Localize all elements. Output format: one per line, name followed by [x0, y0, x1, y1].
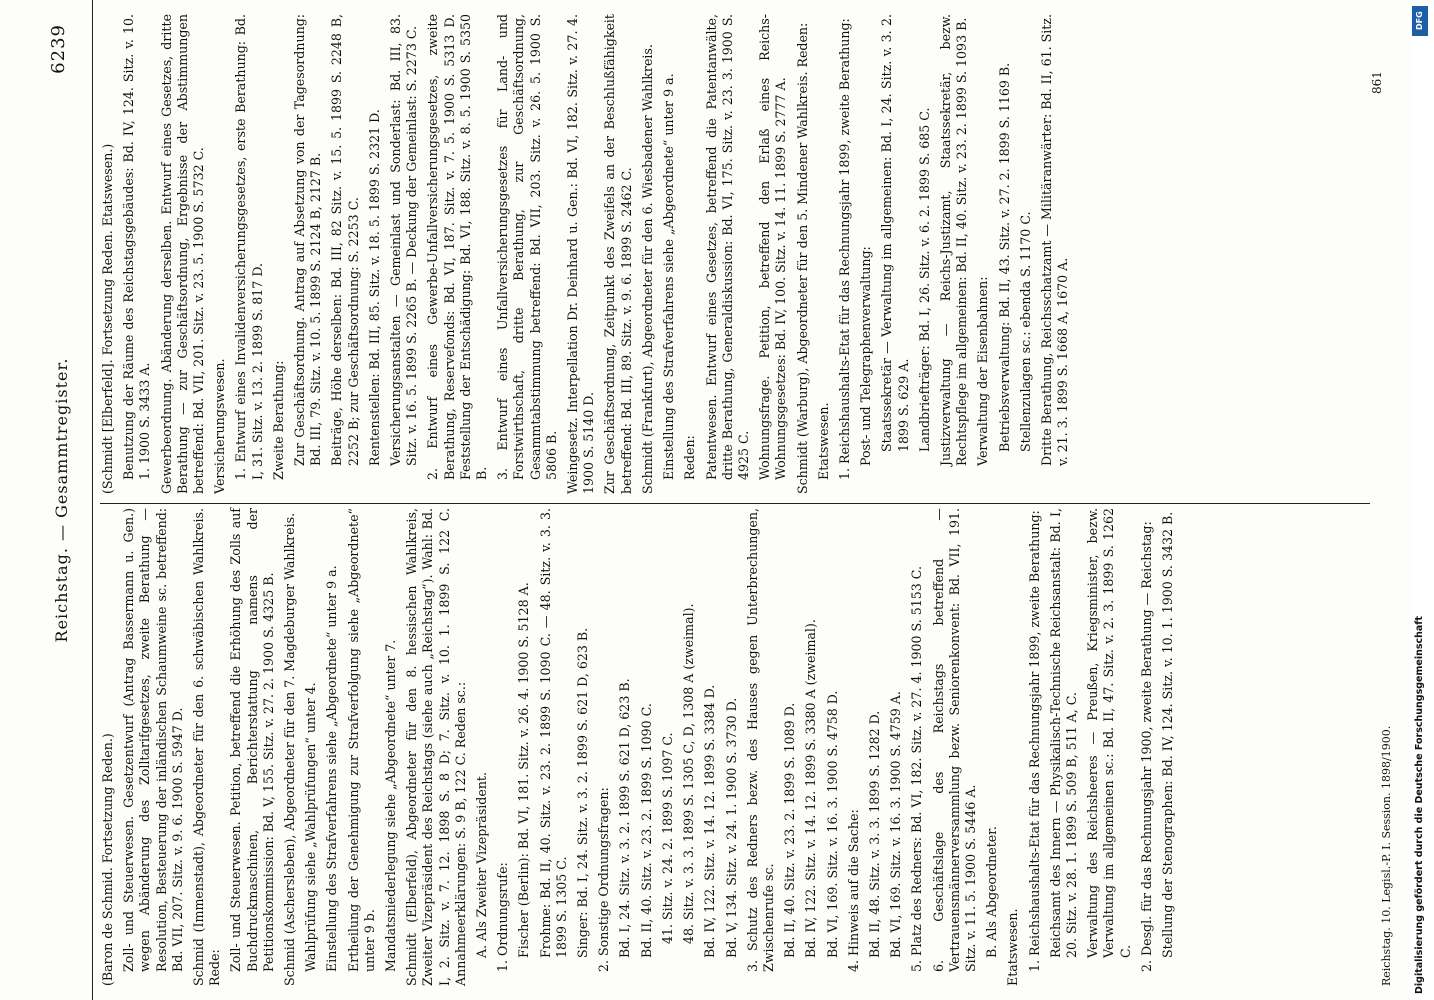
index-entry: 1. Reichshaushalts-Etat für das Rechnungsjahr 1899, zweite Berathung:: [836, 18, 852, 480]
index-entry: Verwaltung des Reichsheeres — Preußen, Kriegsminister, bezw. Verwaltung im allgemeinen sc.: Bd. II, 47. Sitz. v. 2. 3. 1899 S. 1262 C.: [1085, 508, 1133, 958]
digitisation-strip: [1410, 0, 1434, 1000]
index-entry: Frohme: Bd. II, 40. Sitz. v. 23. 2. 1899 S. 1090 C. — 48. Sitz. v. 3. 3. 1899 S. 1305 C.: [537, 508, 569, 958]
index-entry: Bd. VI, 169. Sitz. v. 16. 3. 1900 S. 4758 D.: [824, 690, 840, 958]
index-entry: Bd. IV, 122. Sitz. v. 14. 12. 1899 S. 3384 D.: [702, 684, 718, 958]
index-entry: Einstellung des Strafverfahrens siehe „Abgeordnete“ unter 9 a.: [661, 73, 677, 480]
index-entry: A. Als Zweiter Vizepräsident.: [474, 772, 490, 958]
digitisation-notice: Digitalisierung gefördert durch die Deutsche Forschungsgemeinschaft: [1414, 616, 1425, 994]
index-entry: Schmidt (Warburg), Abgeordneter für den 5. Mindener Wahlkreis. Reden:: [794, 22, 810, 494]
index-entry: 1. Ordnungsrufe:: [495, 862, 511, 972]
index-entry: 3. Schutz des Redners bezw. des Hauses gegen Unterbrechungen, Zwischenrufe sc.: [744, 508, 776, 972]
right-column: [100, 14, 1076, 494]
index-entry: Schmidt (Frankfurt), Abgeordneter für den 6. Wiesbadener Wahlkreis.: [639, 44, 655, 494]
index-entry: Justizverwaltung — Reichs-Justizamt, Staatssekretär, bezw. Rechtspflege im allgemeinen: Bd. II, 40. Sitz. v. 23. 2. 1899 S. 1093 B.: [937, 14, 970, 466]
index-entry: Etatswesen.: [815, 402, 831, 480]
index-entry: Zoll- und Steuerwesen. Gesetzentwurf (Antrag Bassermann u. Gen.) wegen Abänderung des Zolltarifgesetzes, zweite Berathung — Resolution, Besteuerung der inländischen Schaumweine sc. betreffend: Bd. VII, 207. Sitz. v. 9. 6. 1900 S. 5947 D.: [121, 508, 185, 972]
running-head-title: Reichstag. — Gesammtregister.: [52, 357, 71, 643]
index-entry: Singer: Bd. I, 24. Sitz. v. 3. 2. 1899 S. 621 D, 623 B.: [575, 627, 591, 958]
index-entry: Etatswesen.: [1005, 908, 1021, 986]
index-entry: Ertheilung der Genehmigung zur Strafverfolgung siehe „Abgeordnete“ unter 9 b.: [345, 508, 377, 972]
index-entry: Reden:: [682, 435, 698, 480]
index-entry: Mandatsniederlegung siehe „Abgeordnete“ unter 7.: [383, 639, 399, 972]
index-entry: 1. Entwurf eines Invalidenversicherungsgesetzes, erste Berathung: Bd. I, 31. Sitz. v. 13. 2. 1899 S. 817 D.: [233, 14, 265, 480]
index-entry: Zur Geschäftsordnung. Antrag auf Absetzung von der Tagesordnung: Bd. III, 79. Sitz. v. 10. 5. 1899 S. 2124 B, 2127 B.: [292, 14, 324, 466]
index-entry: Patentwesen. Entwurf eines Gesetzes, betreffend die Patentanwälte, dritte Berathung, Generaldiskussion: Bd. VI, 175. Sitz. v. 23. 3. 1900 S. 4925 C.: [703, 14, 751, 480]
index-entry: 2. Entwurf eines Gewerbe-Unfallversicherungsgesetzes, zweite Berathung, Reservefonds: Bd. VI, 187. Sitz. v. 7. 5. 1900 S. 5313 D. Feststellung der Entschädigung: Bd. VI, 188. Sitz. v. 8. 5. 1900 S. 5350 B.: [425, 14, 490, 480]
index-entry: Gewerbeordnung. Abänderung derselben. Entwurf eines Gesetzes, dritte Berathung — zur Geschäftsordnung, Ergebnisse der Abstimmungen betreffend: Bd. VII, 201. Sitz. v. 23. 5. 1900 S. 5732 C.: [158, 14, 207, 494]
index-entry: Versicherungswesen.: [212, 358, 228, 494]
index-entry: Rentenstellen: Bd. III, 85. Sitz. v. 18. 5. 1899 S. 2321 D.: [366, 109, 382, 466]
footer-left: Reichstag. 10. Legisl.-P. I. Session. 1898/1900.: [1380, 725, 1393, 986]
column-divider: [100, 503, 1370, 504]
left-column: [100, 508, 1181, 986]
index-entry: Schmid (Aschersleben), Abgeordneter für den 7. Magdeburger Wahlkreis.: [282, 512, 298, 986]
index-entry: Versicherungsanstalten — Gemeinlast und Sonderlast: Bd. III, 83. Sitz. v. 16. 5. 1899 S. 2265 B. — Deckung der Gemeinlast: S. 2273 C.: [388, 14, 420, 466]
index-entry: B. Als Abgeordneter.: [984, 826, 1000, 958]
index-entry: Benutzung der Räume des Reichstagsgebäudes: Bd. IV, 124. Sitz. v. 10. 1. 1900 S. 3433 A.: [121, 14, 153, 480]
index-entry: Post- und Telegraphenverwaltung:: [858, 246, 874, 466]
index-entry: 2. Desgl. für das Rechnungsjahr 1900, zweite Berathung — Reichstag:: [1138, 521, 1154, 972]
index-entry: 41. Sitz. v. 24. 2. 1899 S. 1097 C.: [659, 732, 675, 944]
index-entry: Zweite Berathung:: [270, 360, 286, 480]
index-entry: Weingesetz. Interpellation Dr. Deinhard u. Gen.: Bd. VI, 182. Sitz. v. 27. 4. 1900 S. 5140 D.: [565, 14, 597, 494]
index-entry: Bd. IV, 122. Sitz. v. 14. 12. 1899 S. 3380 A (zweimal).: [803, 619, 819, 958]
index-entry: Bd. VI, 169. Sitz. v. 16. 3. 1900 S. 4759 A.: [888, 691, 904, 958]
index-entry: 3. Entwurf eines Unfallversicherungsgesetzes für Land- und Forstwirthschaft, dritte Berathung, zur Geschäftsordnung, Gesammtabstimmung betreffend: Bd. VII, 203. Sitz. v. 26. 5. 1900 S. 5806 B.: [495, 14, 559, 480]
index-entry: Bd. II, 48. Sitz. v. 3. 3. 1899 S. 1282 D.: [866, 710, 882, 958]
index-entry: Bd. V, 134. Sitz. v. 24. 1. 1900 S. 3730 D.: [723, 697, 739, 958]
index-entry: Beiträge, Höhe derselben: Bd. III, 82 Sitz. v. 15. 5. 1899 S. 2248 B, 2252 B; zur Geschäftsordnung: S. 2253 C.: [329, 14, 361, 466]
index-entry: Dritte Berathung, Reichsschatzamt — Militäranwärter: Bd. II, 61. Sitz. v. 21. 3. 1899 S. 1668 A, 1670 A.: [1038, 14, 1071, 466]
index-entry: Verwaltung der Eisenbahnen:: [975, 276, 991, 466]
index-entry: Bd. II, 40. Sitz. v. 23. 2. 1899 S. 1090 C.: [638, 703, 654, 958]
index-entry: Bd. II, 40. Sitz. v. 23. 2. 1899 S. 1089 D.: [782, 702, 798, 958]
index-entry: Zur Geschäftsordnung, Zeitpunkt des Zweifels an der Beschlußfähigkeit betreffend: Bd. III, 89. Sitz. v. 9. 6. 1899 S. 2462 C.: [602, 14, 634, 494]
index-entry: Zoll- und Steuerwesen. Petition, betreffend die Erhöhung des Zolls auf Buchdruckmaschinen, Berichterstattung namens der Petitionskommission: Bd. V, 155. Sitz. v. 27. 2. 1900 S. 4325 B.: [228, 508, 276, 972]
index-entry: Reichsamt des Innern — Physikalisch-Technische Reichsanstalt: Bd. I, 20. Sitz. v. 28. 1. 1899 S. 509 B, 511 A, C.: [1047, 508, 1079, 958]
index-entry: Stellung der Stenographen: Bd. IV, 124. Sitz. v. 10. 1. 1900 S. 3432 B.: [1159, 511, 1175, 958]
index-entry: 6. Geschäftslage des Reichstags betreffend — Vertrauensmännerversammlung bezw. Seniorenkonvent: Bd. VII, 191. Sitz. v. 11. 5. 1900 S. 5446 A.: [930, 508, 978, 972]
index-entry: (Baron de Schmid. Fortsetzung Reden.): [100, 733, 115, 986]
index-entry: Einstellung des Strafverfahrens siehe „Abgeordnete“ unter 9 a.: [324, 565, 340, 972]
index-entry: 5. Platz des Redners: Bd. VI, 182. Sitz. v. 27. 4. 1900 S. 5153 C.: [909, 566, 925, 972]
index-entry: 48. Sitz. v. 3. 3. 1899 S. 1305 C, D, 1308 A (zweimal).: [681, 603, 697, 944]
index-entry: Betriebsverwaltung: Bd. II, 43. Sitz. v. 27. 2. 1899 S. 1169 B.: [996, 62, 1012, 452]
index-entry: Schmidt (Elberfeld), Abgeordneter für den 8. hessischen Wahlkreis, Zweiter Vizepräsident des Reichstags (siehe auch „Reichstag“). Wahl: Bd. I, 2. Sitz. v. 7. 12. 1898 S. 8 D; 7. Sitz. v. 10. 1. 1899 S. 122 C. Annahmeerklärungen: S. 9 B, 122 C. Reden sc.:: [404, 508, 468, 986]
index-entry: 1. Reichshaushalts-Etat für das Rechnungsjahr 1899, zweite Berathung:: [1026, 510, 1042, 972]
dfg-logo-badge: DFG: [1412, 6, 1428, 36]
index-entry: 4. Hinweis auf die Sache:: [845, 809, 861, 972]
index-entry: 2. Sonstige Ordnungsfragen:: [596, 787, 612, 972]
signature-mark: 861: [1370, 71, 1384, 94]
index-entry: (Schmidt [Elberfeld]. Fortsetzung Reden. Etatswesen.): [100, 143, 115, 494]
index-entry: Wahlprüfung siehe „Wahlprüfungen“ unter 4.: [303, 682, 319, 972]
index-entry: Wohnungsfrage. Petition, betreffend den Erlaß eines Reichs-Wohnungsgesetzes: Bd. IV, 100. Sitz. v. 14. 11. 1899 S. 2777 A.: [757, 14, 789, 480]
index-entry: Schmid (Immenstadt), Abgeordneter für den 6. schwäbischen Wahlkreis. Rede:: [191, 508, 223, 986]
index-entry: Bd. I, 24. Sitz. v. 3. 2. 1899 S. 621 D, 623 B.: [617, 678, 633, 958]
page-number: 6239: [48, 24, 69, 74]
running-head: [0, 0, 93, 1000]
index-entry: Fischer (Berlin): Bd. VI, 181. Sitz. v. 26. 4. 1900 S. 5128 A.: [516, 582, 532, 958]
index-entry: Staatssekretär — Verwaltung im allgemeinen: Bd. I, 24. Sitz. v. 3. 2. 1899 S. 629 A.: [879, 14, 911, 452]
index-entry: Stellenzulagen sc.: ebenda S. 1170 C.: [1017, 211, 1033, 452]
index-entry: Landbriefträger: Bd. I, 26. Sitz. v. 6. 2. 1899 S. 685 C.: [916, 107, 932, 452]
